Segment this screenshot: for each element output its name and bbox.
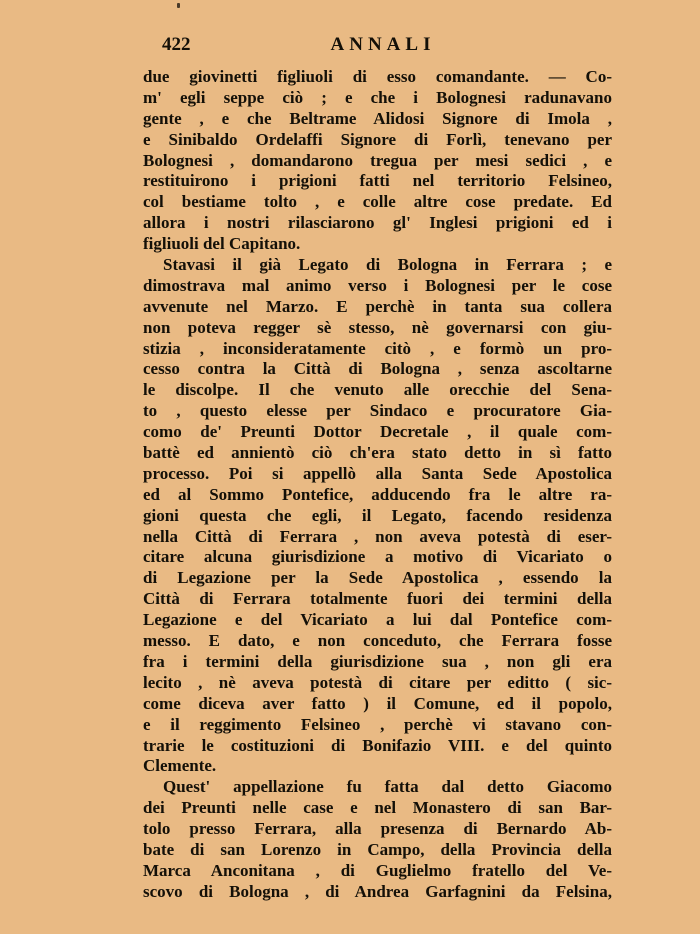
ink-speck — [177, 3, 180, 8]
text-line: Marca Anconitana , di Guglielmo fratello del Ve- — [143, 860, 612, 880]
text-line: Clemente. — [143, 756, 217, 776]
text-line: m' egli seppe ciò ; e che i Bolognesi radunavano — [143, 87, 612, 107]
text-line: citare alcuna giurisdizione a motivo di Vicariato o — [143, 547, 612, 567]
page-header — [146, 34, 610, 58]
text-line: dimostrava mal animo verso i Bolognesi per le cose — [143, 275, 612, 295]
text-line: trarie le costituzioni di Bonifazio VIII. e del quinto — [143, 735, 612, 755]
text-line: Quest' appellazione fu fatta dal detto Giacomo — [163, 777, 612, 797]
text-line: stizia , inconsideratamente citò , e formò un pro- — [143, 338, 612, 358]
text-line: scovo di Bologna , di Andrea Garfagnini da Felsina, — [143, 881, 612, 901]
text-line: col bestiame tolto , e colle altre cose predate. Ed — [143, 192, 612, 212]
text-line: allora i nostri rilasciarono gl' Inglesi prigioni ed i — [143, 213, 612, 233]
text-line: non poteva regger sè stesso, nè governarsi con giu- — [143, 317, 612, 337]
text-line: fra i termini della giurisdizione sua , non gli era — [143, 651, 612, 671]
text-line: Stavasi il già Legato di Bologna in Ferrara ; e — [163, 255, 612, 275]
paragraph — [143, 255, 612, 777]
text-line: di Legazione per la Sede Apostolica , essendo la — [143, 568, 612, 588]
text-line: come diceva aver fatto ) il Comune, ed il popolo, — [143, 693, 612, 713]
text-line: Città di Ferrara totalmente fuori dei termini della — [143, 589, 612, 609]
paragraph — [143, 67, 612, 255]
text-line: lecito , nè aveva potestà di citare per editto ( sic- — [143, 672, 612, 692]
text-line: le discolpe. Il che venuto alle orecchie del Sena- — [143, 380, 612, 400]
text-line: processo. Poi si appellò alla Santa Sede Apostolica — [143, 463, 612, 483]
body-text — [143, 67, 612, 903]
text-line: messo. E dato, e non conceduto, che Ferrara fosse — [143, 631, 612, 651]
text-line: e Sinibaldo Ordelaffi Signore di Forlì, tenevano per — [143, 129, 612, 149]
text-line: dei Preunti nelle case e nel Monastero di san Bar- — [143, 798, 612, 818]
text-line: ed al Sommo Pontefice, adducendo fra le altre ra- — [143, 484, 612, 504]
text-line: tolo presso Ferrara, alla presenza di Bernardo Ab- — [143, 819, 612, 839]
paragraph — [143, 777, 612, 902]
text-line: battè ed annientò ciò ch'era stato detto in sì fatto — [143, 443, 612, 463]
running-head: ANNALI — [330, 34, 436, 55]
text-line: gente , e che Beltrame Alidosi Signore di Imola , — [143, 108, 612, 128]
text-line: to , questo elesse per Sindaco e procuratore Gia- — [143, 401, 612, 421]
text-line: figliuoli del Capitano. — [143, 234, 301, 254]
text-line: e il reggimento Felsineo , perchè vi stavano con- — [143, 714, 612, 734]
text-line: due giovinetti figliuoli di esso comandante. — Co- — [143, 67, 612, 86]
text-line: Legazione e del Vicariato a lui dal Pontefice com- — [143, 610, 612, 630]
text-line: nella Città di Ferrara , non aveva potestà di eser- — [143, 526, 612, 546]
text-line: gioni questa che egli, il Legato, facendo residenza — [143, 505, 612, 525]
text-line: cesso contra la Città di Bologna , senza ascoltarne — [143, 359, 612, 379]
text-line: Bolognesi , domandarono tregua per mesi sedici , e — [143, 150, 612, 170]
page-number: 422 — [162, 34, 191, 55]
text-line: bate di san Lorenzo in Campo, della Provincia della — [143, 839, 612, 859]
text-line: como de' Preunti Dottor Decretale , il quale com- — [143, 422, 612, 442]
text-line: restituirono i prigioni fatti nel territorio Felsineo, — [143, 171, 612, 191]
text-line: avvenute nel Marzo. E perchè in tanta sua collera — [143, 296, 612, 316]
